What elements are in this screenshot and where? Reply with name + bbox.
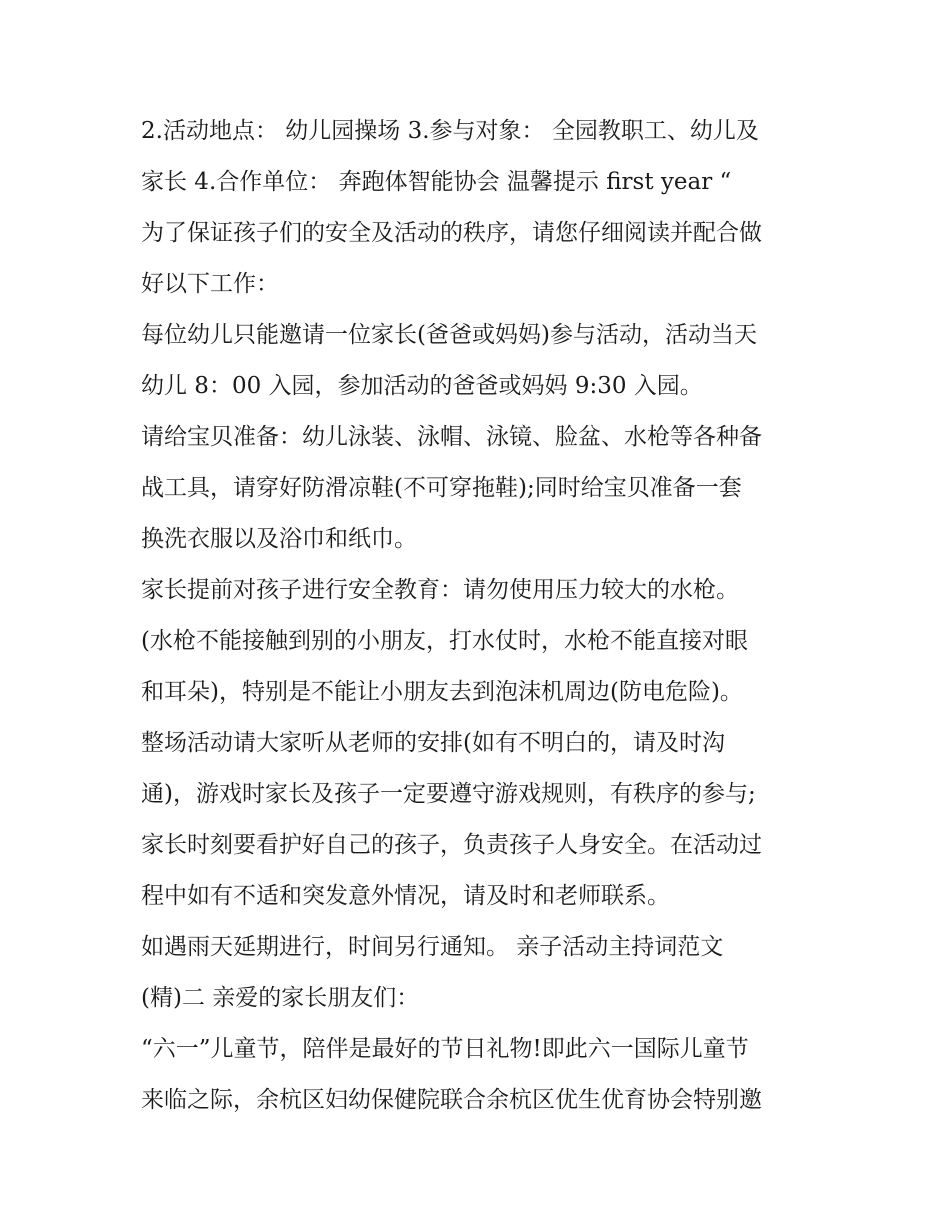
- text-line-7: 请给宝贝准备：幼儿泳装、泳帽、泳镜、脸盆、水枪等各种备: [141, 424, 762, 450]
- text-line-6: 幼儿 8：00 入园，参加活动的爸爸或妈妈 9:30 入园。: [141, 373, 703, 399]
- text-line-20: 来临之际，余杭区妇幼保健院联合余杭区优生优育协会特别邀: [141, 1087, 762, 1113]
- text-line-10: 家长提前对孩子进行安全教育：请勿使用压力较大的水枪。: [141, 577, 739, 603]
- text-line-12: 和耳朵)，特别是不能让小朋友去到泡沫机周边(防电危险)。: [141, 679, 743, 705]
- text-line-19: “六一”儿童节，陪伴是最好的节日礼物!即此六一国际儿童节: [141, 1036, 749, 1062]
- text-line-17: 如遇雨天延期进行，时间另行通知。 亲子活动主持词范文: [141, 934, 724, 960]
- text-line-4: 好以下工作：: [141, 271, 279, 297]
- text-line-11: (水枪不能接触到别的小朋友，打水仗时，水枪不能直接对眼: [141, 628, 748, 654]
- document-body: [141, 106, 831, 1126]
- text-line-3: 为了保证孩子们的安全及活动的秩序，请您仔细阅读并配合做: [141, 220, 762, 246]
- text-line-14: 通)，游戏时家长及孩子一定要遵守游戏规则，有秩序的参与;: [141, 781, 756, 807]
- text-line-13: 整场活动请大家听从老师的安排(如有不明白的，请及时沟: [141, 730, 725, 756]
- text-line-18: (精)二 亲爱的家长朋友们：: [141, 985, 420, 1011]
- text-line-16: 程中如有不适和突发意外情况，请及时和老师联系。: [141, 883, 670, 909]
- text-line-9: 换洗衣服以及浴巾和纸巾。: [141, 526, 417, 552]
- text-line-15: 家长时刻要看护好自己的孩子，负责孩子人身安全。在活动过: [141, 832, 762, 858]
- text-line-8: 战工具，请穿好防滑凉鞋(不可穿拖鞋);同时给宝贝准备一套: [141, 475, 742, 501]
- text-line-5: 每位幼儿只能邀请一位家长(爸爸或妈妈)参与活动，活动当天: [141, 322, 757, 348]
- text-line-1: 2.活动地点： 幼儿园操场 3.参与对象： 全园教职工、幼儿及: [141, 118, 759, 144]
- text-line-2: 家长 4.合作单位： 奔跑体智能协会 温馨提示 first year “: [141, 169, 732, 195]
